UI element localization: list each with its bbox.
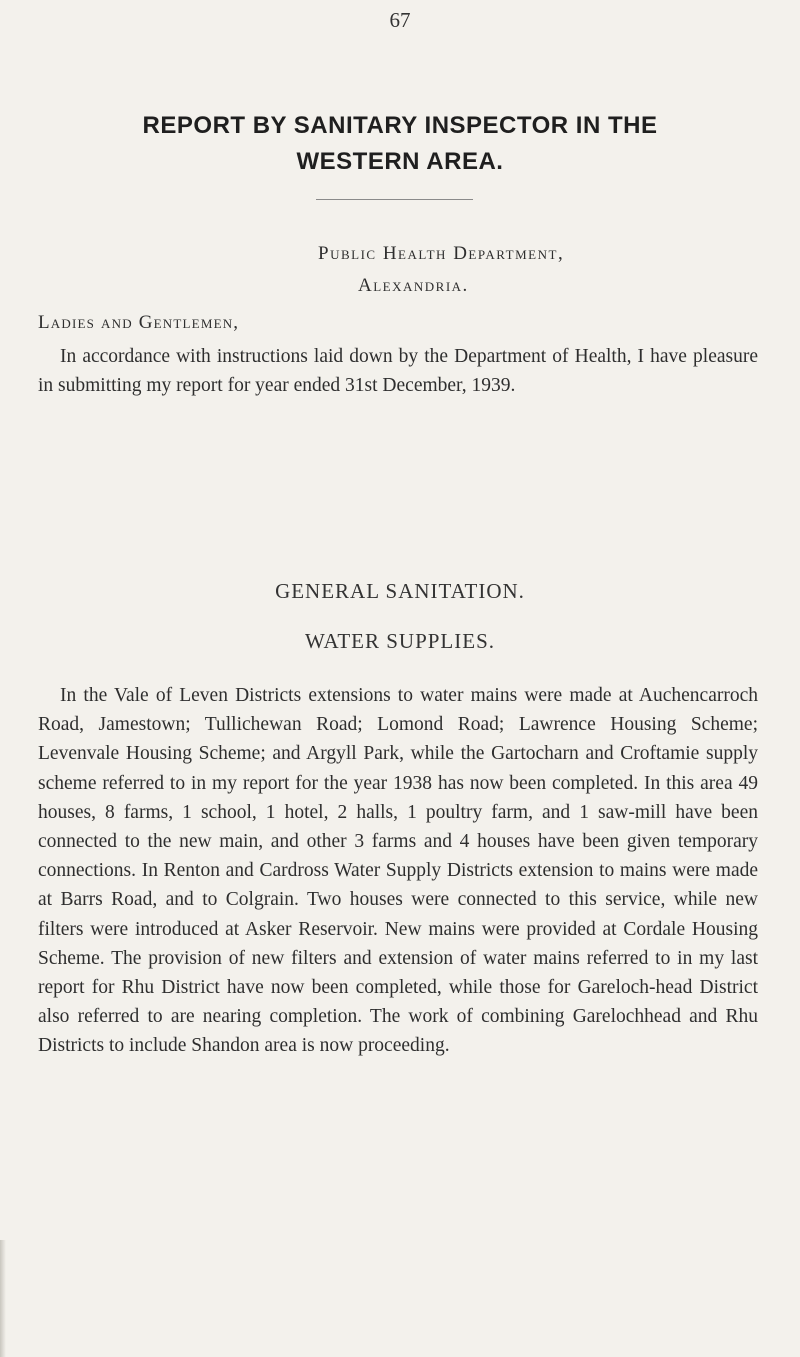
address-line-2: Alexandria. [358,275,469,296]
report-title-line-1: REPORT BY SANITARY INSPECTOR IN THE [142,112,658,139]
page-edge-shadow [0,1240,6,1357]
heading-water-supplies: WATER SUPPLIES. [304,629,496,653]
page-number: 67 [389,8,411,32]
water-supplies-paragraph [38,681,758,1061]
intro-paragraph-text: In accordance with instructions laid down by the Department of Health, I have pleasure in submitting my report for year ended 31st December, 1939. [38,346,758,397]
heading-general-sanitation: GENERAL SANITATION. [275,579,525,603]
sender-address [318,238,564,302]
report-title [60,108,740,180]
report-title-line-2: WESTERN AREA. [296,148,504,175]
water-supplies-paragraph-text: In the Vale of Leven Districts extensions to water mains were made at Auchencarroch Road, Jamestown; Tullichewan Road; Lomond Road; Lawrence Housing Scheme; Levenvale Housing Scheme; and Argyll Park, while the Gartocharn and Croftamie supply scheme referred to in my report for the year 1938 has now been completed. In this area 49 houses, 8 farms, 1 school, 1 hotel, 2 halls, 1 poultry farm, and 1 saw-mill have been connected to the new main, and other 3 farms and 4 houses have been given temporary connections. In Renton and Cardross Water Supply Districts extension to mains were made at Barrs Road, and to Colgrain. Two houses were connected to this service, while new filters were introduced at Asker Reservoir. New mains were provided at Cordale Housing Scheme. The provision of new filters and extension of water mains referred to in my last report for Rhu District have now been completed, while those for Gareloch-head District also referred to are nearing completion. The work of combining Garelochhead and Rhu Districts to include Shandon area is now proceeding. [38,685,758,1057]
title-divider [316,199,473,200]
intro-paragraph [38,342,758,400]
salutation: Ladies and Gentlemen, [38,312,240,333]
address-line-1: Public Health Department, [318,243,565,264]
